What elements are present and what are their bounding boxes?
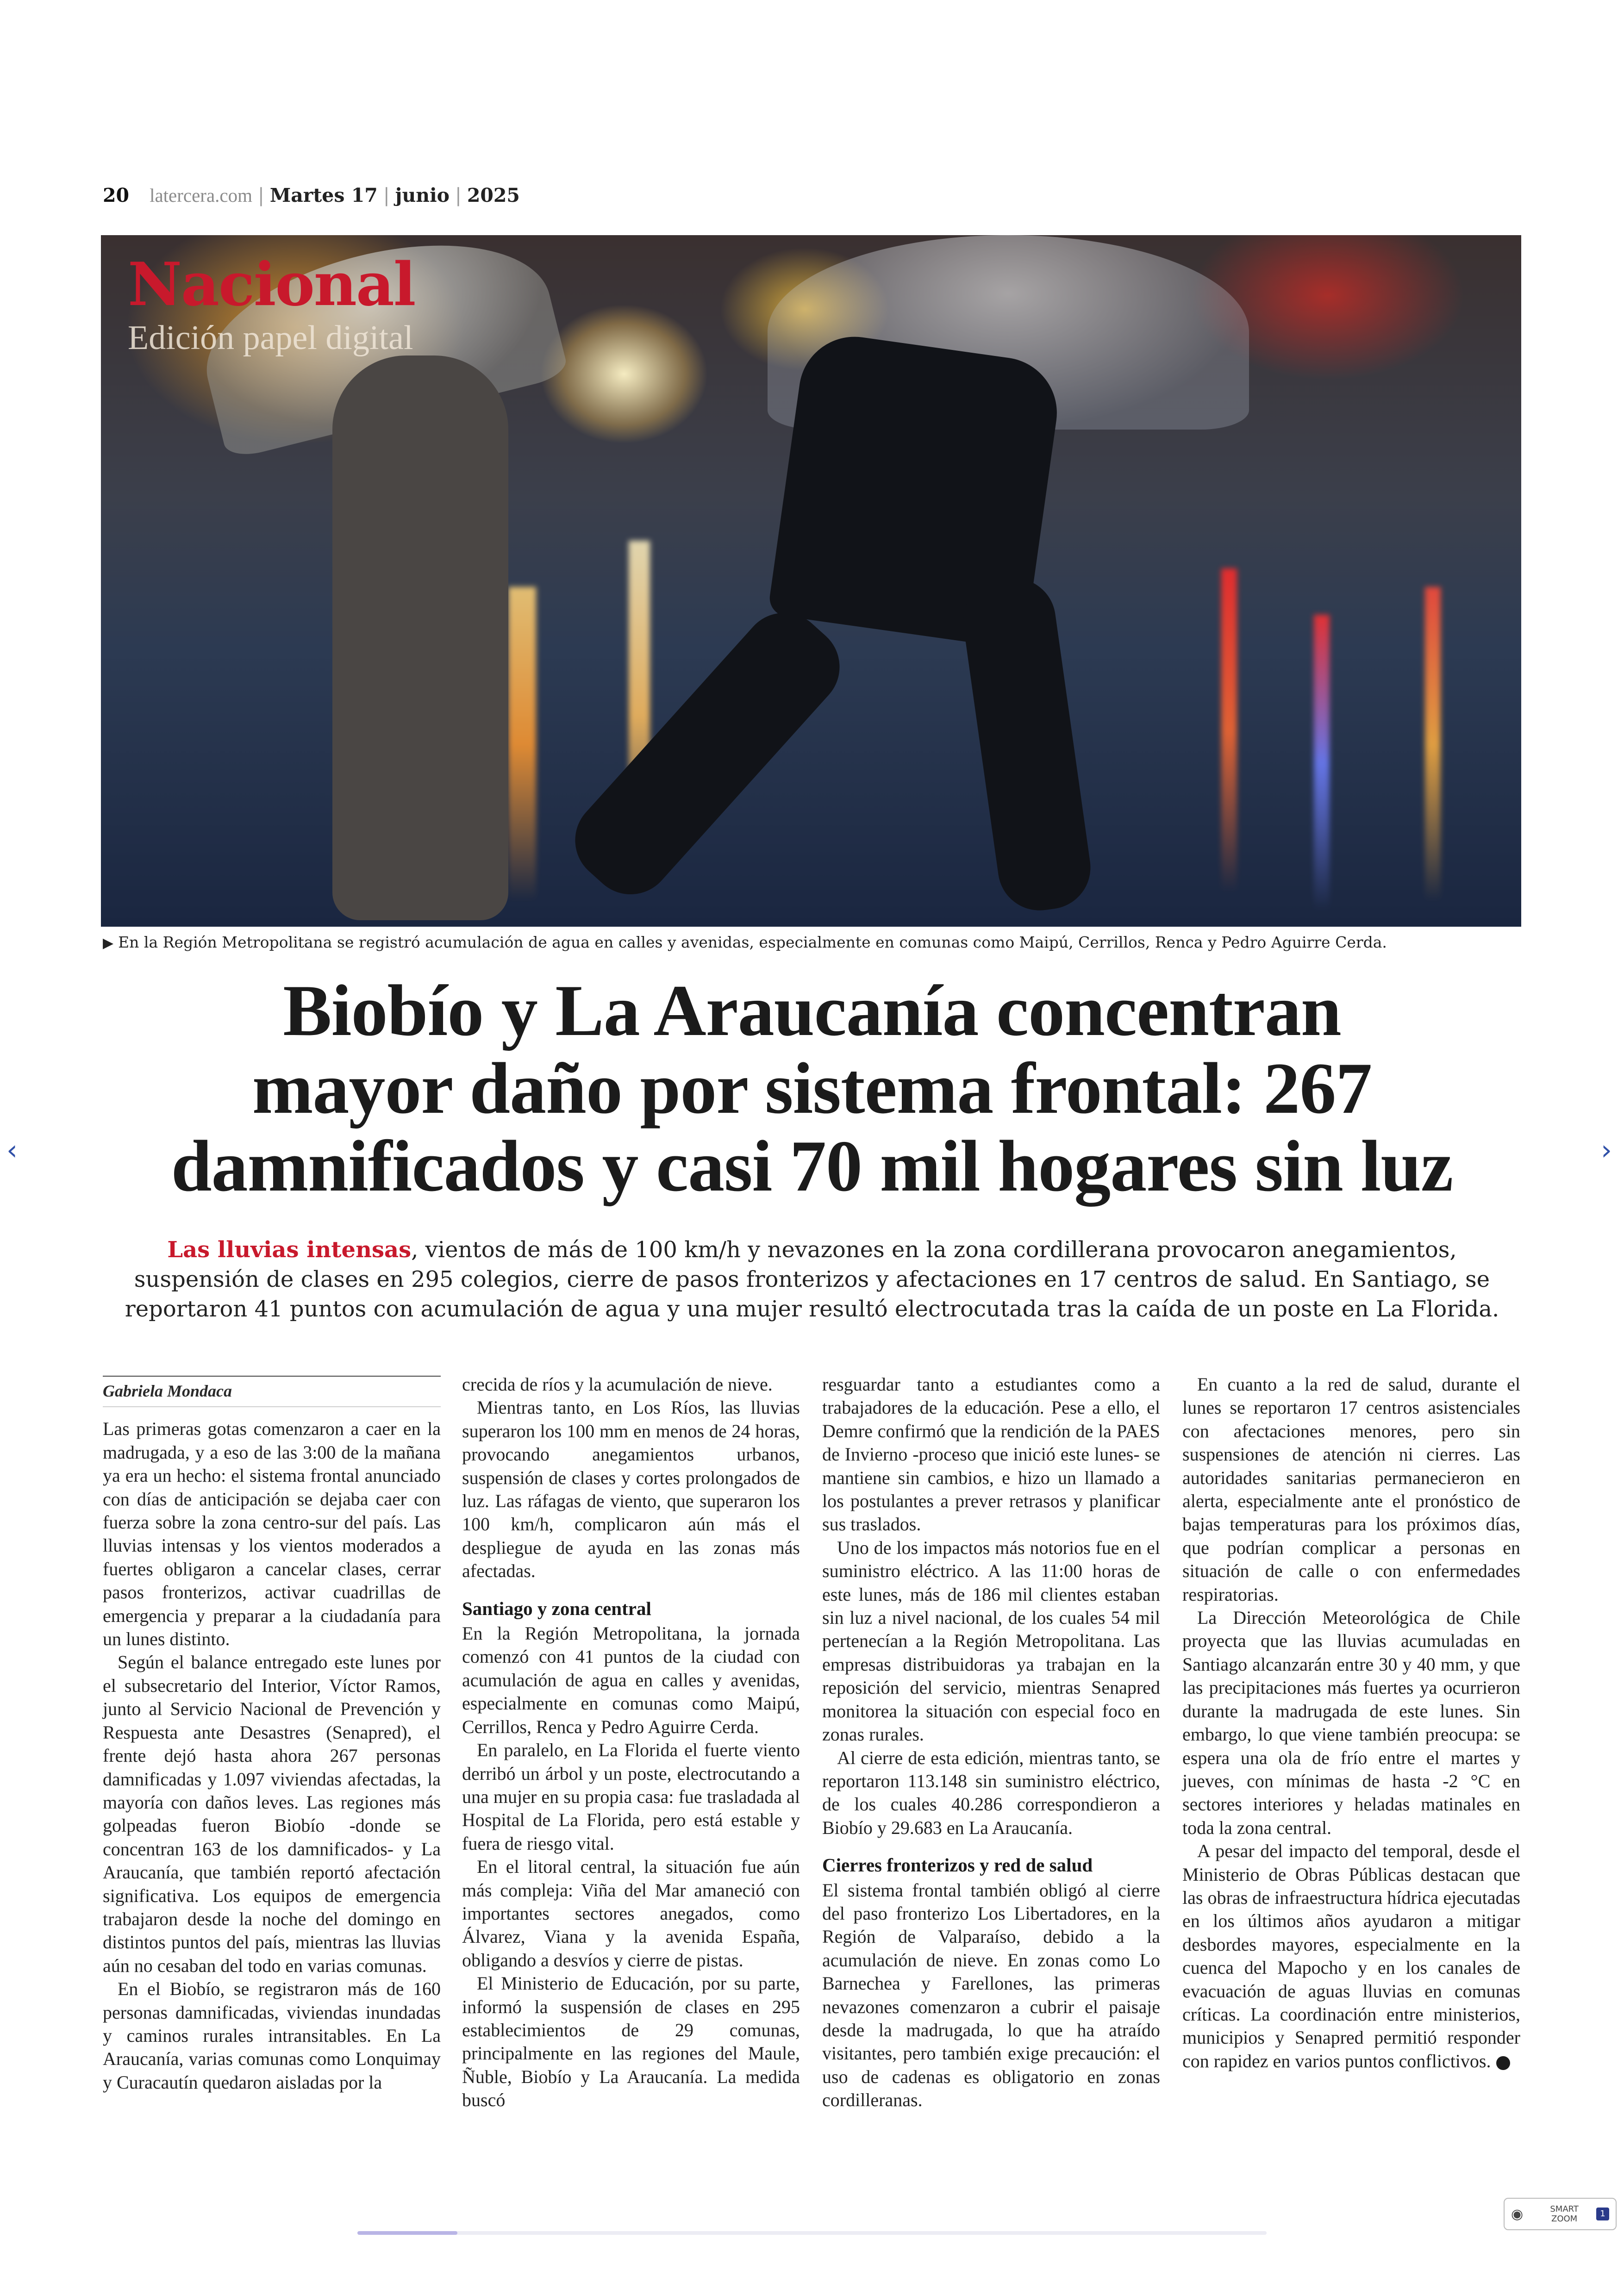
photo-caption: ▶ En la Región Metropolitana se registró acumulación de agua en calles y avenidas, especialmente en comunas como Maipú, Cerrillos, Renca y Pedro Aguirre Cerda. [103,933,1387,951]
body-paragraph: crecida de ríos y la acumulación de nieve. [462,1374,773,1395]
body-paragraph: resguardar tanto a estudiantes como a trabajadores de la educación. Pese a ello, el Demre confirmó que la rendición de la PAES de Invierno -proceso que inició este lunes- se mantiene sin cambios, e hizo un llamado a los postulantes a prever retrasos y planificar sus traslados. [822,1374,1160,1535]
article-column-2 [462,1373,800,2112]
article-column-1 [103,1376,441,2094]
eye-icon: ◉ [1511,2206,1524,2222]
issue-month: junio [395,184,450,206]
byline: Gabriela Mondaca [103,1376,441,1407]
smart-zoom-label: ZOOM [1551,2214,1578,2224]
body-paragraph: En paralelo, en La Florida el fuerte viento derribó un árbol y un poste, electrocutando a una mujer en su propia casa: fue trasladada al Hospital de La Florida, pero está estable y fuera de riesgo vital. [462,1740,800,1854]
page-scroll-progress[interactable] [357,2231,1267,2235]
body-paragraph: En el litoral central, la situación fue aún más compleja: Viña del Mar amaneció con importantes sectores anegados, como Álvarez, Viana y la avenida España, obligando a desvíos y cierre de pistas. [462,1856,800,1971]
body-paragraph: La Dirección Meteorológica de Chile proyecta que las lluvias acumuladas en Santiago alcanzarán entre 30 y 40 mm, y que las precipitaciones más fuertes ya ocurrieron durante la madrugada de este lunes. Sin embargo, lo que viene también preocupa: se espera una ola de frío entre el martes y jueves, con mínimas de hasta -2 °C en sectores interiores y heladas matinales en toda la zona central. [1182,1607,1520,1838]
body-paragraph: En cuanto a la red de salud, durante el lunes se reportaron 17 centros asistenciales con afectaciones menores, pero sin suspensiones de atención ni cierres. Las autoridades sanitarias permanecieron en alerta, especialmente ante el pronóstico de bajas temperaturas para los próximos días, que podrían complicar a personas en situación de calle o con enfermedades respiratorias. [1182,1374,1520,1605]
body-paragraph: Mientras tanto, en Los Ríos, las lluvias superaron los 100 mm en menos de 24 horas, provocando anegamientos urbanos, suspensión de clases y cortes prolongados de luz. Las ráfagas de viento, que superaron los 100 km/h, complicaron aún más el despliegue de ayuda en las zonas más afectadas. [462,1397,800,1582]
page-number: 20 [103,184,130,206]
body-paragraph: Según el balance entregado este lunes por el subsecretario del Interior, Víctor Ramos, junto al Servicio Nacional de Prevención y Respuesta ante Desastres (Senapred), el frente dejó hasta ahora 267 personas damnificadas y 1.097 viviendas afectadas, la mayoría con daños leves. Las regiones más golpeadas fueron Biobío -donde se concentran 163 de los damnificados- y La Araucanía, que también reportó afectación significativa. Los equipos de emergencia trabajaron desde la noche del domingo en distintos puntos del país, mientras las lluvias aún no cesaban del todo en varias comunas. [103,1652,441,1976]
caption-arrow-icon: ▶ [103,935,114,951]
lead-kicker: Las lluvias intensas [167,1237,412,1263]
prev-page-button[interactable] [6,1134,18,1166]
article-column-3 [822,1373,1160,2112]
section-title: Nacional [128,250,415,319]
smart-zoom-button[interactable] [1504,2198,1617,2230]
body-paragraph: En el Biobío, se registraron más de 160 personas damnificadas, viviendas inundadas y caminos rurales intransitables. En La Araucanía, varias comunas como Lonquimay y Curacautín quedaron aisladas por la [103,1978,441,2093]
lead-paragraph [109,1235,1515,1324]
headline [74,972,1550,1205]
body-paragraph: Uno de los impactos más notorios fue en el suministro eléctrico. A las 11:00 horas de este lunes, más de 186 mil clientes estaban sin luz a nivel nacional, de los cuales 54 mil pertenecían a la Región Metropolitana. Las empresas distribuidoras ya trabajan en la reposición del servicio, mientras Senapred monitorea la situación con especial foco en zonas rurales. [822,1537,1160,1745]
issue-weekday: Martes 17 [269,184,378,206]
body-paragraph: El Ministerio de Educación, por su parte, informó la suspensión de clases en 295 establecimientos de 29 comunas, principalmente en las regiones del Maule, Ñuble, Biobío y La Araucanía. La medida buscó [462,1973,800,2111]
headline-line: damnificados y casi 70 mil hogares sin luz [171,1126,1453,1207]
next-page-button[interactable] [1601,1134,1612,1166]
headline-line: Biobío y La Araucanía concentran [283,970,1341,1051]
progress-fill [357,2231,457,2235]
body-paragraph: Las primeras gotas comenzaron a caer en la madrugada, y a eso de las 3:00 de la mañana ya era un hecho: el sistema frontal anunciado con días de anticipación se dejaba caer con fuerza sobre la zona centro-sur del país. Las lluvias intensas y los vientos moderados a fuertes obligaron a cancelar clases, cerrar pasos fronterizos, activar cuadrillas de emergencia y preparar a la ciudadanía para un lunes distinto. [103,1418,441,1650]
issue-year: 2025 [467,184,520,206]
site-name: latercera.com [150,185,252,206]
lead-photo [101,235,1521,927]
edition-label: Edición papel digital [128,319,413,357]
zoom-count-badge: 1 [1596,2208,1609,2220]
chevron-left-icon: ‹ [6,1134,18,1166]
end-of-article-icon [1496,2056,1510,2070]
article-column-4 [1182,1373,1520,2073]
body-paragraph: El sistema frontal también obligó al cierre del paso fronterizo Los Libertadores, en la Región de Valparaíso, debido a la acumulación de nieve. En zonas como Lo Barnechea y Farellones, las primeras nevazones comenzaron a cubrir el paisaje desde la madrugada, lo que ha atraído visitantes, pero también exige precaución: el uso de cadenas es obligatorio en zonas cordilleranas. [822,1879,1160,2111]
smart-zoom-label: SMART [1550,2204,1579,2214]
body-paragraph: A pesar del impacto del temporal, desde el Ministerio de Obras Públicas destacan que las obras de infraestructura hídrica ejecutadas en los últimos años ayudaron a mitigar desbordes mayores, especialmente en la cuenca del Mapocho y en los canales de evacuación de aguas lluvias en comunas críticas. La coordinación entre ministerios, municipios y Senapred permitió responder con rapidez en varios puntos conflictivos. [1182,1840,1520,2071]
body-paragraph: En la Región Metropolitana, la jornada comenzó con 41 puntos de la ciudad con acumulación de agua en calles y avenidas, especialmente en comunas como Maipú, Cerrillos, Renca y Pedro Aguirre Cerda. [462,1623,800,1737]
subheading: Cierres fronterizos y red de salud [822,1854,1093,1876]
chevron-right-icon: › [1601,1134,1612,1166]
masthead: 20 latercera.com | Martes 17 | junio | 2025 [103,184,520,206]
body-paragraph: Al cierre de esta edición, mientras tanto, se reportaron 113.148 sin suministro eléctrico, de los cuales 40.286 correspondieron a Biobío y 29.683 en La Araucanía. [822,1747,1160,1838]
subheading: Santiago y zona central [462,1597,651,1619]
lead-text: , vientos de más de 100 km/h y nevazones en la zona cordillerana provocaron anegamientos, suspensión de clases en 295 colegios, cierre de pasos fronterizos y afectaciones en 17 centros de salud. En Santiago, se reportaron 41 puntos con acumulación de agua y una mujer resultó electrocutada tras la caída de un poste en La Florida. [125,1237,1499,1322]
headline-line: mayor daño por sistema frontal: 267 [252,1048,1372,1129]
